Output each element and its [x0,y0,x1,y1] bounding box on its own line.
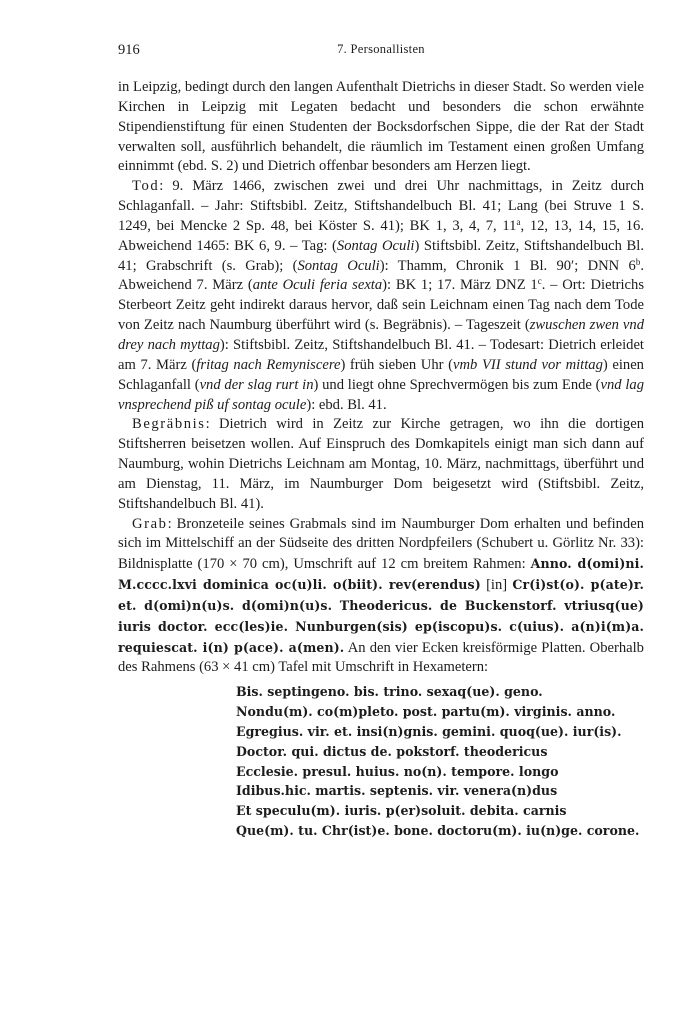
inscription-text: Cr(i)st(o). p(ate)r. et. d(omi)n(u)s. d(omi)n(u)s. Theodericus. de Buckenstorf. vtriusq(ue) iuris doctor. ecc(les)ie. Nunburgen(sis) ep(iscopu)s. c(uius). a(n)i(m)a. requiescat. i(n) p(ace). a(men). [118,577,644,655]
verse-line: Ecclesie. presul. huius. no(n). tempore. longo [236,763,559,779]
page-header [118,42,644,62]
section-label-begraebnis: Begräbnis [132,416,206,433]
paragraph-begraebnis: Begräbnis: Dietrich wird in Zeitz zur Kirche getragen, wo ihn die dortigen Stiftsherren beisetzen wollen. Auf Einspruch des Domkapitels einigt man sich dann auf Naumburg, wohin Dietrichs Leichnam am Montag, 10. März, nachmittags, überführt und am Dienstag, 11. März, im Naumburger Dom beigesetzt wird (Stiftsbibl. Zeitz, Stiftshandelbuch Bl. 41). [118,416,644,512]
paragraph-tod: Tod: 9. März 1466, zwischen zwei und drei Uhr nachmittags, in Zeitz durch Schlaganfall. – Jahr: Stiftsbibl. Zeitz, Stiftshandelbuch Bl. 41; Lang (bei Struve 1 S. 1249, bei Mencke 2 Sp. 48, bei Köster S. 41); BK 1, 3, 4, 7, 11$^a$, 12, 13, 14, 15, 16. Abweichend 1465: BK 6, 9. – Tag: (Sontag Oculi) Stiftsbibl. Zeitz, Stiftshandelbuch Bl. 41; Grabschrift (s. Grab); (Sontag Oculi): Thamm, Chronik 1 Bl. 90′; DNN 6$^b$. Abweichend 7. März (ante Oculi feria sexta): BK 1; 17. März DNZ 1$^c$. – Ort: Dietrichs Sterbeort Zeitz geht indirekt daraus hervor, daß sein Leichnam einen Tag nach dem Tode von Zeitz nach Naumburg überführt wird (s. Begräbnis). – Tageszeit (zwuschen zwen vnd drey nach myttag): Stiftsbibl. Zeitz, Stiftshandelbuch Bl. 41. – Todesart: Dietrich erleidet am 7. März (fritag nach Remyniscere) früh sieben Uhr (vmb VII stund vor mittag) einen Schlaganfall (vnd der slag rurt in) und liegt ohne Sprechvermögen bis zum Ende (vnd lag vnsprechend piß uf sontag ocule): ebd. Bl. 41. [118,178,644,413]
page-number: 916 [118,42,140,58]
verse-line: Nondu(m). co(m)pleto. post. partu(m). virginis. anno. [236,704,616,720]
inscription-text: Anno. d(omi)ni. M.cccc.lxvi dominica oc(u)li. o(biit). rev(erendus) [118,556,644,593]
hexameter-verses [118,682,644,840]
paragraph-continuation: in Leipzig, bedingt durch den langen Aufenthalt Dietrichs in dieser Stadt. So werden viele Kirchen in Leipzig mit Legaten bedacht und besonders die schon erwähnte Stipendienstiftung für einen Studenten der Bocksdorfschen Sippe, die der Rat der Stadt verwalten soll, ausführlich behandelt, die räumlich im Testament einen großen Umfang einnimmt (ebd. S. 2) und Dietrich offenbar besonders am Herzen liegt. [118,79,644,175]
running-title: 7. Personallisten [337,42,425,56]
verse-line: Bis. septingeno. bis. trino. sexaq(ue). geno. [236,684,543,700]
section-label-grab: Grab [132,515,168,532]
verse-line: Et speculu(m). iuris. p(er)soluit. debita. carnis [236,803,567,819]
verse-line: Doctor. qui. dictus de. pokstorf. theodericus [236,743,548,759]
verse-line: Que(m). tu. Chr(ist)e. bone. doctoru(m). iu(n)ge. corone. [236,822,640,838]
verse-line: Egregius. vir. et. insi(n)gnis. gemini. quoq(ue). iur(is). [236,723,622,739]
verse-line: Idibus.hic. martis. septenis. vir. venera(n)dus [236,783,558,799]
paragraph-grab: Grab: Bronzeteile seines Grabmals sind im Naumburger Dom erhalten und befinden sich im Mittelschiff an der Südseite des dritten Nordpfeilers (Schubert u. Görlitz Nr. 33): Bildnisplatte (170 × 70 cm), Umschrift auf 12 cm breitem Rahmen: Anno. d(omi)ni. M.cccc.lxvi dominica oc(u)li. o(biit). rev(erendus) [in] Cr(i)st(o). p(ate)r. et. d(omi)n(u)s. d(omi)n(u)s. Theodericus. de Buckenstorf. vtriusq(ue) iuris doctor. ecc(les)ie. Nunburgen(sis) ep(iscopu)s. c(uius). a(n)i(m)a. requiescat. i(n) p(ace). a(men). An den vier Ecken kreisförmige Platten. Oberhalb des Rahmens (63 × 41 cm) Tafel mit Umschrift in Hexametern: [118,515,644,676]
body-text [118,78,644,841]
section-label-tod: Tod [132,178,160,195]
